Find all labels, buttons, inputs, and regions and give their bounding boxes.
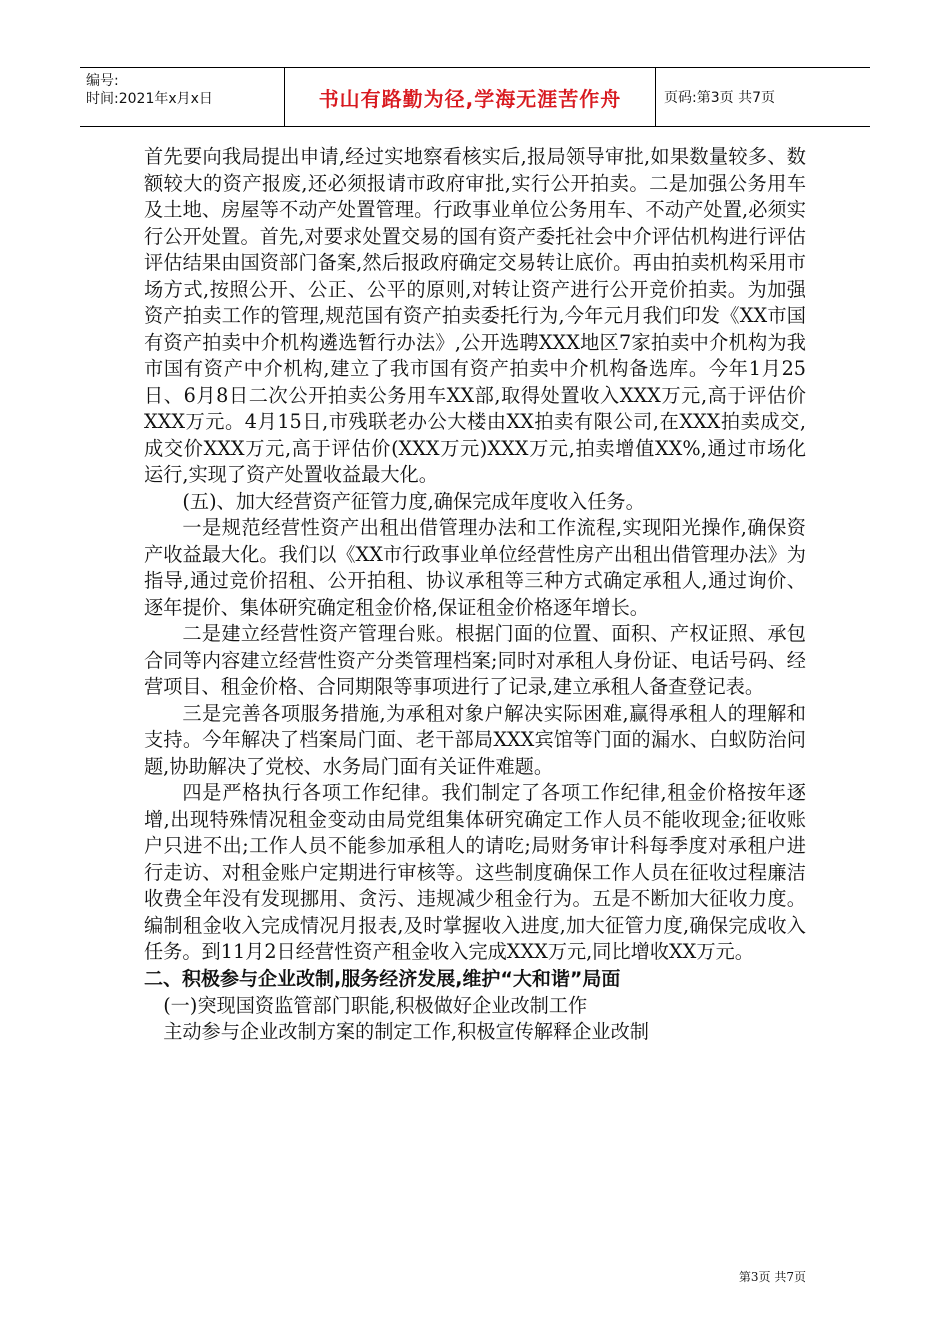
section-heading-5: (五)、加大经营资产征管力度,确保完成年度收入任务。	[182, 489, 645, 513]
paragraph-5: 四是严格执行各项工作纪律。我们制定了各项工作纪律,租金价格按年逐增,出现特殊情况租金变动由局党组集体研究确定工作人员不能收现金;征收账户只进不出;工作人员不能参加承租人的请吃;局财务审计科每季度对承租户进行走访、对租金账户定期进行审核等。这些制度确保工作人员在征收过程廉洁收费全年没有发现挪用、贪污、违规减少租金行为。五是不断加大征收力度。编制租金收入完成情况月报表,及时掌握收入进度,加大征管力度,确保完成收入任务。到11月2日经营性资产租金收入完成XXX万元,同比增收XX万元。	[144, 781, 806, 963]
document-body	[144, 144, 806, 1046]
paragraph-6: 主动参与企业改制方案的制定工作,积极宣传解释企业改制	[163, 1020, 649, 1043]
chapter-heading-2: 二、积极参与企业改制,服务经济发展,维护“大和谐”局面	[144, 967, 621, 990]
paragraph-3: 二是建立经营性资产管理台账。根据门面的位置、面积、产权证照、承包合同等内容建立经营性资产分类管理档案;同时对承租人身份证、电话号码、经营项目、租金价格、合同期限等事项进行了记录,建立承租人备查登记表。	[144, 622, 806, 698]
page-header	[80, 67, 870, 127]
date-label: 时间:2021年x月x日	[86, 91, 213, 107]
number-label: 编号:	[86, 73, 119, 89]
subsection-heading-1: (一)突现国资监管部门职能,积极做好企业改制工作	[163, 993, 588, 1017]
paragraph-1: 首先要向我局提出申请,经过实地察看核实后,报局领导审批,如果数量较多、数额较大的资产报废,还必须报请市政府审批,实行公开拍卖。二是加强公务用车及土地、房屋等不动产处置管理。行政事业单位公务用车、不动产处置,必须实行公开处置。首先,对要求处置交易的国有资产委托社会中介评估机构进行评估评估结果由国资部门备案,然后报政府确定交易转让底价。再由拍卖机构采用市场方式,按照公开、公正、公平的原则,对转让资产进行公开竞价拍卖。为加强资产拍卖工作的管理,规范国有资产拍卖委托行为,今年元月我们印发《XX市国有资产拍卖中介机构遴选暂行办法》,公开选聘XXX地区7家拍卖中介机构为我市国有资产中介机构,建立了我市国有资产拍卖中介机构备选库。今年1月25日、6月8日二次公开拍卖公务用车XX部,取得处置收入XXX万元,高于评估价XXX万元。4月15日,市残联老办公大楼由XX拍卖有限公司,在XXX拍卖成交,成交价XXX万元,高于评估价(XXX万元)XXX万元,拍卖增值XX%,通过市场化运行,实现了资产处置收益最大化。	[144, 145, 806, 486]
paragraph-2: 一是规范经营性资产出租出借管理办法和工作流程,实现阳光操作,确保资产收益最大化。我们以《XX市行政事业单位经营性房产出租出借管理办法》为指导,通过竞价招租、公开拍租、协议承租等三种方式确定承租人,通过询价、逐年提价、集体研究确定租金价格,保证租金价格逐年增长。	[144, 516, 806, 619]
header-page-label: 页码:第3页 共7页	[664, 90, 775, 106]
paragraph-4: 三是完善各项服务措施,为承租对象户解决实际困难,赢得承租人的理解和支持。今年解决了档案局门面、老干部局XXX宾馆等门面的漏水、白蚁防治问题,协助解决了党校、水务局门面有关证件难题。	[144, 701, 806, 778]
page-footer: 第3页 共7页	[738, 1270, 806, 1284]
header-meta	[80, 68, 284, 126]
header-motto: 书山有路勤为径,学海无涯苦作舟	[284, 68, 656, 126]
